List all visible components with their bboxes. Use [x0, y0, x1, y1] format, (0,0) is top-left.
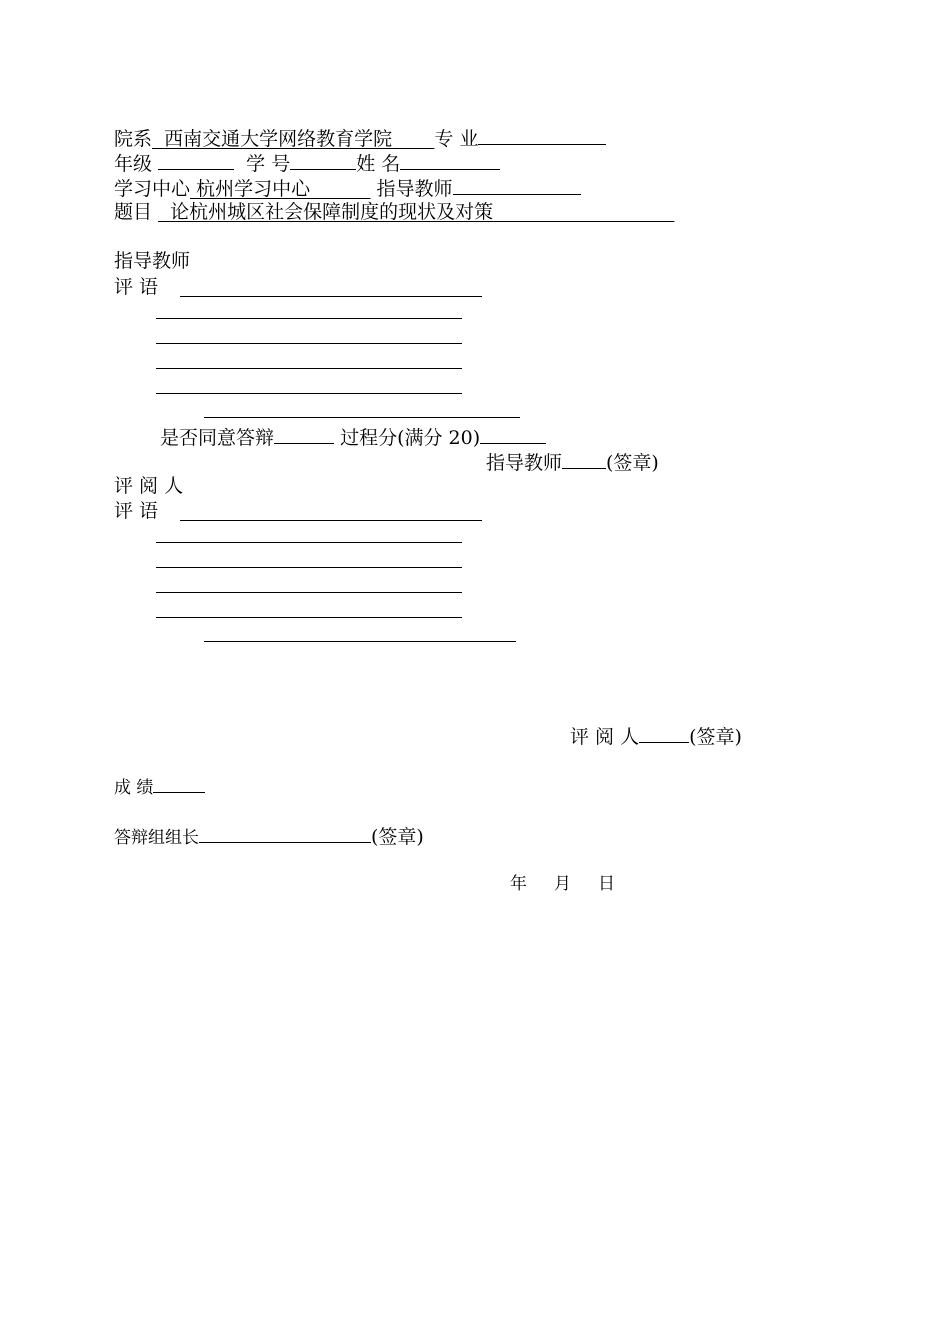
grade-label: 年级: [114, 153, 153, 175]
name-blank: [400, 151, 500, 170]
major-label: 专 业: [434, 128, 479, 150]
topic-label: 题目: [114, 201, 153, 223]
leader-sign-row: [114, 824, 424, 849]
topic-value: 论杭州城区社会保障制度的现状及对策: [170, 201, 494, 223]
final-grade-blank: [153, 774, 205, 793]
advisor-comment-line-2: [156, 318, 462, 319]
dept-row: [114, 126, 606, 150]
advisor-comment-line-6: [204, 417, 520, 418]
leader-label: 答辩组组长: [114, 828, 199, 848]
final-grade-row: [114, 774, 205, 799]
reviewer-comment-line-2: [156, 542, 462, 543]
center-row: [114, 176, 581, 200]
reviewer-heading: 评 阅 人: [114, 475, 184, 497]
reviewer-comment-line-6: [204, 641, 516, 642]
dept-value: 西南交通大学网络教育学院: [164, 128, 393, 150]
advisor-signer-label: 指导教师: [486, 452, 563, 474]
reviewer-comment-line-5: [156, 617, 462, 618]
advisor-heading: 指导教师: [114, 250, 191, 272]
reviewer-comment-line-4: [156, 592, 462, 593]
grade-row: [114, 151, 500, 175]
center-label: 学习中心: [114, 178, 191, 200]
leader-sign-blank: [199, 824, 371, 843]
date-row: 年 月 日: [510, 874, 616, 894]
dept-label: 院系: [114, 128, 153, 150]
center-value: 杭州学习中心: [196, 178, 311, 200]
advisor-sign-suffix: (签章): [606, 452, 659, 474]
reviewer-sign-suffix: (签章): [689, 726, 742, 748]
reviewer-comment-line-3: [156, 567, 462, 568]
student-id-blank: [290, 151, 356, 170]
defense-blank: [274, 425, 334, 444]
leader-sign-suffix: (签章): [371, 826, 424, 848]
process-score-blank: [480, 425, 546, 444]
advisor-comment-line-3: [156, 343, 462, 344]
advisor-comment-line-4: [156, 368, 462, 369]
topic-row: [114, 201, 674, 223]
student-id-label: 学 号: [246, 153, 291, 175]
advisor-sign-blank: [562, 450, 606, 469]
final-grade-label: 成 绩: [114, 778, 154, 798]
reviewer-sign-blank: [639, 724, 689, 743]
defense-question: 是否同意答辩: [160, 427, 275, 449]
process-score-label: 过程分(满分 20): [340, 427, 481, 449]
reviewer-comment-line-1: [180, 520, 482, 521]
advisor-sign-row: [486, 450, 659, 474]
reviewer-comment-label: 评 语: [114, 500, 159, 522]
advisor-comment-line-5: [156, 393, 462, 394]
reviewer-signer-label: 评 阅 人: [570, 726, 640, 748]
major-blank: [478, 126, 606, 145]
advisor-comment-line-1: [180, 296, 482, 297]
name-label: 姓 名: [356, 153, 401, 175]
advisor-label: 指导教师: [376, 178, 453, 200]
advisor-blank: [453, 176, 581, 195]
advisor-comment-label: 评 语: [114, 276, 159, 298]
defense-row: [160, 425, 546, 449]
grade-blank: [158, 151, 234, 170]
reviewer-sign-row: [570, 724, 742, 748]
